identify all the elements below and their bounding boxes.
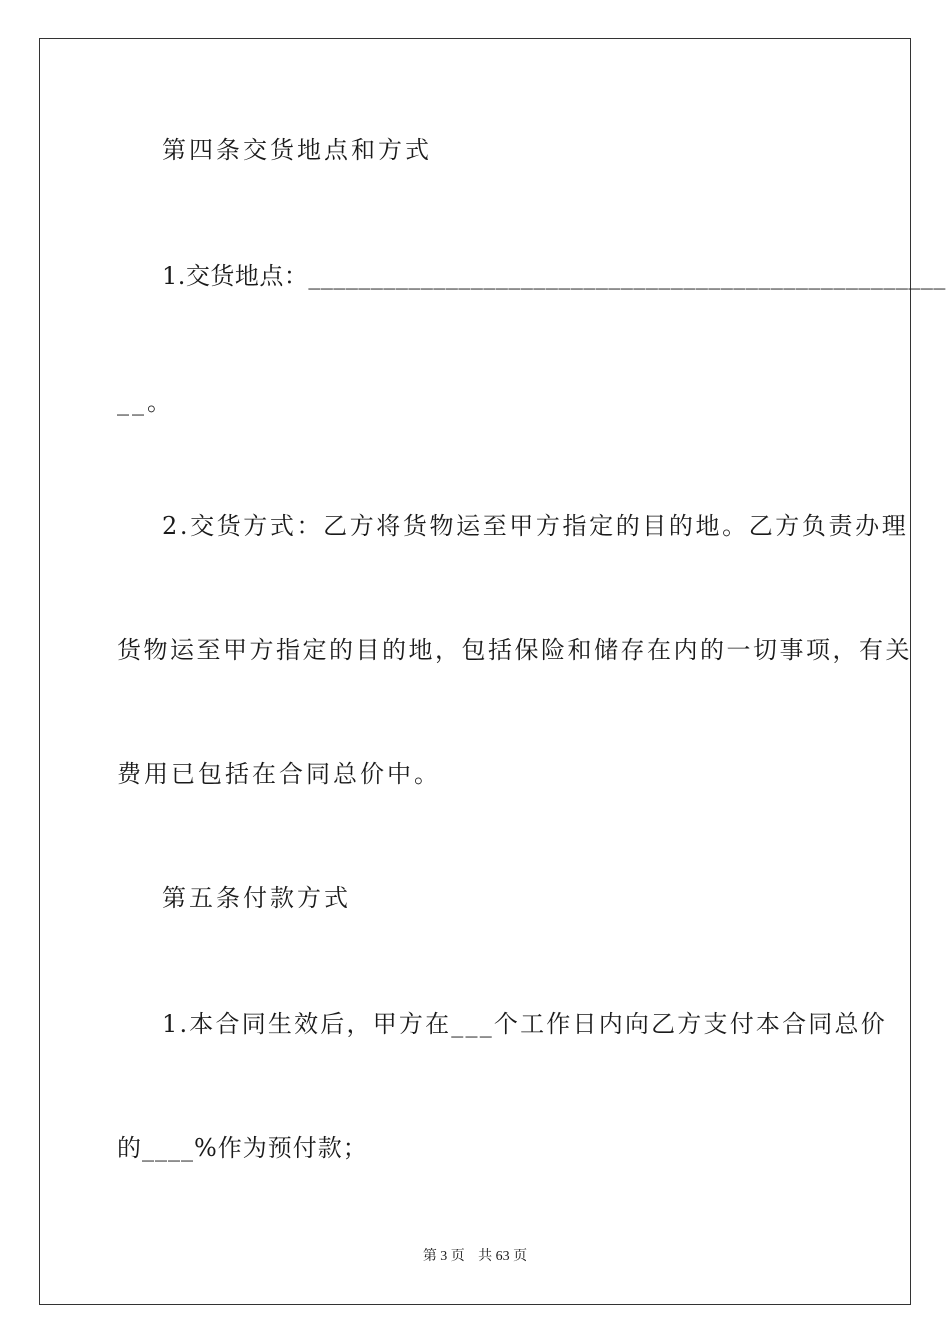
paragraph-line: 1.交货地点：___________________________________________________ [162, 262, 946, 290]
paragraph-line: 2.交货方式：乙方将货物运至甲方指定的目的地。乙方负责办理 [162, 512, 909, 540]
page-number: 第 3 页 [422, 1249, 465, 1264]
section-heading-4: 第四条交货地点和方式 [162, 136, 432, 164]
paragraph-line: 1.本合同生效后，甲方在___个工作日内向乙方支付本合同总价 [162, 1010, 887, 1038]
paragraph-line: 费用已包括在合同总价中。 [117, 760, 441, 788]
page-total: 共 63 页 [478, 1249, 528, 1264]
section-heading-5: 第五条付款方式 [162, 884, 351, 912]
paragraph-line: 的____%作为预付款； [117, 1134, 368, 1162]
paragraph-line: 货物运至甲方指定的目的地，包括保险和储存在内的一切事项，有关 [117, 636, 912, 664]
page-border [39, 38, 911, 1305]
paragraph-line: __。 [117, 388, 174, 416]
page-footer [0, 1246, 950, 1267]
